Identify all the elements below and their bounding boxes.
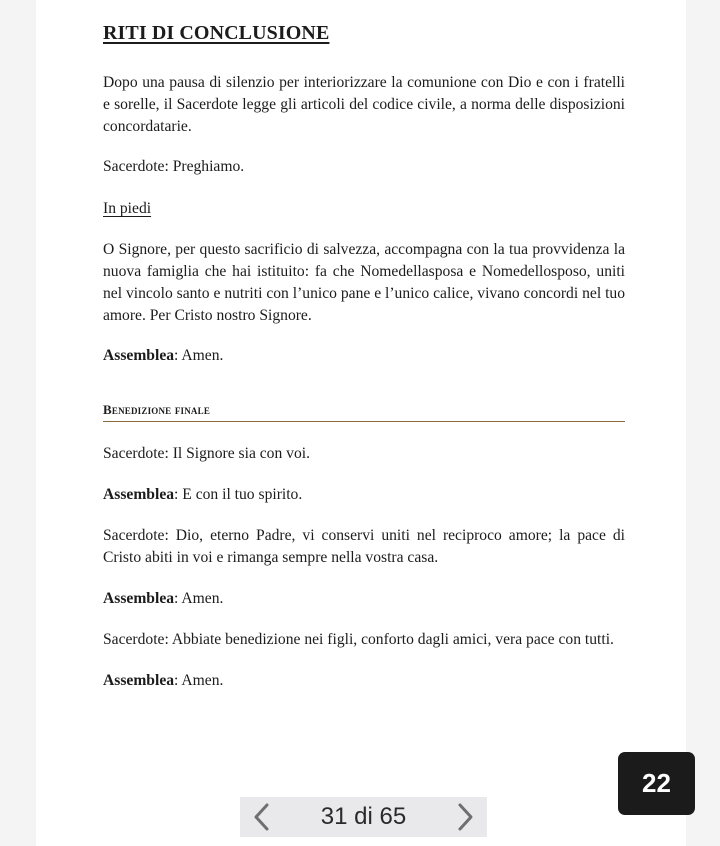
document-page	[36, 0, 686, 846]
assembly-label: Assemblea	[103, 590, 175, 607]
page-number-badge: 22	[618, 752, 695, 815]
assembly-response: : Amen.	[174, 672, 224, 689]
page-indicator: 31 di 65	[320, 803, 407, 830]
priest-blessing-paragraph: Sacerdote: Abbiate benedizione nei figli, conforto dagli amici, vera pace con tutti.	[103, 631, 614, 648]
chevron-left-icon	[252, 802, 272, 832]
standing-instruction: In piedi	[103, 200, 152, 217]
page-content	[103, 18, 625, 692]
assembly-response: : E con il tuo spirito.	[174, 486, 303, 503]
assembly-label: Assemblea	[103, 486, 175, 503]
priest-peace-paragraph: Sacerdote: Dio, eterno Padre, vi conservi uniti nel reciproco amore; la pace di Cristo abiti in voi e rimanga sempre nella vostra casa.	[103, 527, 625, 566]
assembly-amen-2	[103, 588, 625, 610]
section-heading-blessing: Benedizione finale	[103, 401, 625, 422]
assembly-label: Assemblea	[103, 672, 175, 689]
assembly-amen-3	[103, 670, 625, 692]
page-title: RITI DI CONCLUSIONE	[103, 22, 330, 44]
prayer-paragraph: O Signore, per questo sacrificio di salvezza, accompagna con la tua provvidenza la nuova famiglia che hai istituito: fa che Nomedellasposa e Nomedellosposo, uniti nel vincolo santo e nutriti con l’unico pane e l’unico calice, vivano concordi nel tuo amore. Per Cristo nostro Signore.	[103, 241, 625, 324]
assembly-response: : Amen.	[174, 347, 224, 364]
previous-page-button[interactable]	[240, 797, 284, 837]
next-page-button[interactable]	[443, 797, 487, 837]
page-navigator	[240, 797, 487, 837]
chevron-right-icon	[455, 802, 475, 832]
assembly-amen-1	[103, 345, 625, 367]
priest-greeting-line: Sacerdote: Il Signore sia con voi.	[103, 445, 310, 462]
assembly-label: Assemblea	[103, 347, 175, 364]
intro-paragraph: Dopo una pausa di silenzio per interiorizzare la comunione con Dio e con i fratelli e sorelle, il Sacerdote legge gli articoli del codice civile, a norma delle disposizioni concordatarie.	[103, 74, 625, 135]
priest-pray-line: Sacerdote: Preghiamo.	[103, 158, 245, 175]
assembly-spirit-line	[103, 484, 625, 506]
assembly-response: : Amen.	[174, 590, 224, 607]
